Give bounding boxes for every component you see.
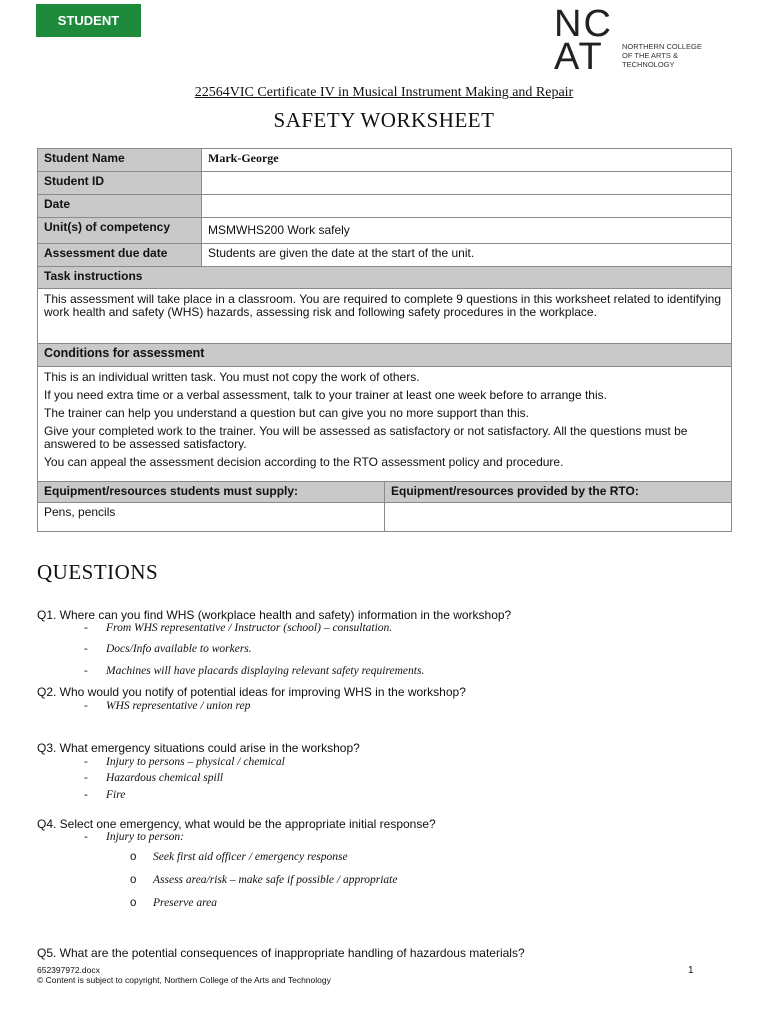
task-instructions-text: This assessment will take place in a classroom. You are required to complete 9 questions in this worksheet related to identifying work health and safety (WHS) hazards, assessing risk and following safety procedures in the workplace. [38, 289, 732, 344]
conditions-list [38, 367, 732, 482]
course-title: 22564VIC Certificate IV in Musical Instrument Making and Repair [194, 85, 574, 100]
bullet-dash: - [84, 643, 88, 655]
student-id-label: Student ID [38, 172, 202, 195]
student-info-table [37, 148, 732, 532]
answer-q2-1[interactable]: WHS representative / union rep [106, 700, 251, 712]
footer-doc-name: 652397972.docx [37, 965, 100, 975]
student-name-label: Student Name [38, 149, 202, 172]
page-number: 1 [688, 965, 694, 976]
bullet-dash: - [84, 756, 88, 768]
question-3: Q3. What emergency situations could arise in the workshop? [37, 741, 360, 755]
question-4: Q4. Select one emergency, what would be the appropriate initial response? [37, 817, 436, 831]
task-instructions-heading: Task instructions [38, 267, 732, 289]
logo-text-line: OF THE ARTS & [622, 51, 678, 60]
answer-q4[interactable]: Injury to person: [106, 831, 184, 843]
bullet-dash: - [84, 622, 88, 634]
due-date-value: Students are given the date at the start of the unit. [202, 244, 732, 267]
student-badge: STUDENT [36, 4, 141, 37]
question-5: Q5. What are the potential consequences of inappropriate handling of hazardous materials? [37, 946, 525, 960]
answer-q4-sub-2[interactable]: Assess area/risk – make safe if possible / appropriate [153, 874, 398, 886]
answer-q3-2[interactable]: Hazardous chemical spill [106, 772, 224, 784]
bullet-circle: o [130, 874, 137, 886]
logo-text [622, 42, 702, 69]
answer-list-q1 [0, 622, 768, 682]
condition-item: The trainer can help you understand a question but can give you no more support than this. [44, 406, 529, 420]
logo-mark [554, 3, 613, 78]
unit-label: Unit(s) of competency [38, 218, 202, 244]
bullet-circle: o [130, 851, 137, 863]
conditions-heading: Conditions for assessment [38, 344, 732, 367]
answer-list-q4 [0, 831, 768, 916]
bullet-dash: - [84, 789, 88, 801]
date-field[interactable] [202, 195, 732, 218]
logo-mark-line2: AT [554, 36, 604, 78]
equipment-rto-value[interactable] [385, 503, 732, 532]
condition-item: If you need extra time or a verbal assessment, talk to your trainer at least one week before to arrange this. [44, 388, 607, 402]
logo-text-line: TECHNOLOGY [622, 60, 675, 69]
answer-list-q3 [0, 756, 768, 806]
questions-heading: QUESTIONS [37, 560, 159, 584]
answer-q4-sub-1[interactable]: Seek first aid officer / emergency response [153, 851, 348, 863]
bullet-dash: - [84, 700, 88, 712]
answer-list-q2 [0, 700, 768, 716]
answer-q3-3[interactable]: Fire [106, 789, 126, 801]
ncat-logo [540, 3, 720, 80]
bullet-circle: o [130, 897, 137, 909]
footer-copyright: © Content is subject to copyright, Northern College of the Arts and Technology [37, 975, 331, 985]
unit-value: MSMWHS200 Work safely [202, 218, 732, 244]
student-name-field[interactable]: Mark-George [202, 149, 732, 172]
answer-q1-1[interactable]: From WHS representative / Instructor (school) – consultation. [106, 622, 393, 634]
logo-mark-line1: NC [554, 3, 613, 45]
condition-item: This is an individual written task. You must not copy the work of others. [44, 370, 420, 384]
question-1: Q1. Where can you find WHS (workplace health and safety) information in the workshop? [37, 608, 512, 622]
student-id-field[interactable] [202, 172, 732, 195]
equipment-rto-heading: Equipment/resources provided by the RTO: [385, 482, 732, 503]
bullet-dash: - [84, 665, 88, 677]
bullet-dash: - [84, 772, 88, 784]
question-2: Q2. Who would you notify of potential ideas for improving WHS in the workshop? [37, 685, 466, 699]
due-date-label: Assessment due date [38, 244, 202, 267]
logo-text-line: NORTHERN COLLEGE [622, 42, 702, 51]
page-title: SAFETY WORKSHEET [273, 108, 495, 132]
equipment-student-heading: Equipment/resources students must supply: [38, 482, 385, 503]
bullet-dash: - [84, 831, 88, 843]
answer-q4-sub-3[interactable]: Preserve area [153, 897, 217, 909]
answer-q1-2[interactable]: Docs/Info available to workers. [106, 643, 252, 655]
condition-item: You can appeal the assessment decision according to the RTO assessment policy and procedure. [44, 455, 564, 469]
equipment-student-value: Pens, pencils [38, 503, 385, 532]
answer-q3-1[interactable]: Injury to persons – physical / chemical [106, 756, 285, 768]
date-label: Date [38, 195, 202, 218]
condition-item: Give your completed work to the trainer. You will be assessed as satisfactory or not satisfactory. All the questions must be answered to be assessed satisfactory. [44, 424, 688, 451]
answer-q1-3[interactable]: Machines will have placards displaying relevant safety requirements. [106, 665, 425, 677]
